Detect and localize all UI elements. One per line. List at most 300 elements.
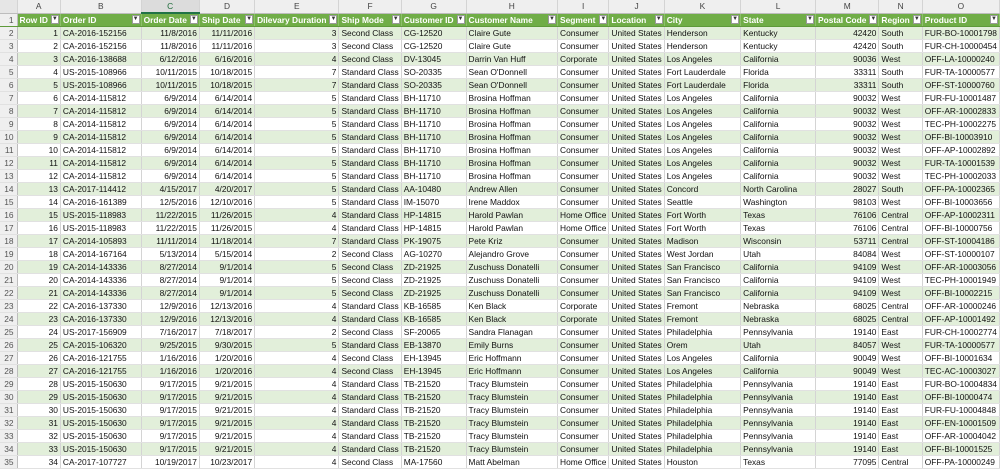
cell[interactable]: Darrin Van Huff [466,53,557,66]
cell[interactable]: CA-2014-143336 [60,261,141,274]
cell[interactable]: United States [609,378,664,391]
cell[interactable]: West [879,339,922,352]
cell[interactable]: SO-20335 [401,66,466,79]
cell[interactable]: 10/19/2017 [141,456,199,469]
cell[interactable]: United States [609,183,664,196]
cell[interactable]: Consumer [558,196,609,209]
cell[interactable]: CA-2016-161389 [60,196,141,209]
cell[interactable]: 94109 [816,287,879,300]
cell[interactable]: 11/11/2016 [199,27,254,40]
cell[interactable]: 9/21/2015 [199,417,254,430]
cell[interactable]: Consumer [558,66,609,79]
cell[interactable]: 11/22/2015 [141,222,199,235]
column-header-l[interactable]: L [741,0,816,13]
cell[interactable]: Concord [664,183,740,196]
cell[interactable]: OFF-BI-10000756 [922,222,999,235]
cell[interactable]: 5 [255,274,339,287]
header-cell[interactable] [664,13,740,27]
row-number[interactable]: 23 [0,300,17,313]
cell[interactable]: Matt Abelman [466,456,557,469]
cell[interactable]: 8/27/2014 [141,287,199,300]
cell[interactable]: United States [609,27,664,40]
cell[interactable]: Standard Class [339,235,401,248]
cell[interactable]: 11/8/2016 [141,27,199,40]
cell[interactable]: US-2015-108966 [60,79,141,92]
cell[interactable]: Nebraska [741,300,816,313]
cell[interactable]: 23 [17,313,60,326]
cell[interactable]: 21 [17,287,60,300]
cell[interactable]: CA-2017-107727 [60,456,141,469]
cell[interactable]: Los Angeles [664,118,740,131]
cell[interactable]: Madison [664,235,740,248]
cell[interactable]: 5 [255,170,339,183]
cell[interactable]: Consumer [558,27,609,40]
cell[interactable]: United States [609,339,664,352]
cell[interactable]: Consumer [558,287,609,300]
cell[interactable]: Second Class [339,287,401,300]
cell[interactable]: FUR-FU-10001487 [922,92,999,105]
cell[interactable]: 90032 [816,92,879,105]
cell[interactable]: California [741,92,816,105]
row-number[interactable]: 20 [0,261,17,274]
cell[interactable]: CA-2014-105893 [60,235,141,248]
cell[interactable]: Home Office [558,222,609,235]
cell[interactable]: 11/26/2015 [199,222,254,235]
cell[interactable]: Ken Black [466,313,557,326]
cell[interactable]: 9/21/2015 [199,443,254,456]
header-cell[interactable] [558,13,609,27]
dropdown-arrow-icon[interactable]: ▼ [457,15,464,22]
cell[interactable]: 6/9/2014 [141,170,199,183]
cell[interactable]: West [879,157,922,170]
cell[interactable]: Texas [741,209,816,222]
cell[interactable]: 27 [17,365,60,378]
row-number[interactable]: 21 [0,274,17,287]
cell[interactable]: 28 [17,378,60,391]
cell[interactable]: 12 [17,170,60,183]
cell[interactable]: EB-13870 [401,339,466,352]
cell[interactable]: 4 [255,313,339,326]
cell[interactable]: Claire Gute [466,40,557,53]
cell[interactable]: California [741,274,816,287]
cell[interactable]: Philadelphia [664,378,740,391]
cell[interactable]: 1/20/2016 [199,365,254,378]
row-number[interactable]: 19 [0,248,17,261]
cell[interactable]: Central [879,222,922,235]
cell[interactable]: 5/13/2014 [141,248,199,261]
cell[interactable]: Pete Kriz [466,235,557,248]
cell[interactable]: Philadelphia [664,417,740,430]
cell[interactable]: 4 [255,209,339,222]
row-number[interactable]: 3 [0,40,17,53]
cell[interactable]: Standard Class [339,209,401,222]
row-number[interactable]: 18 [0,235,17,248]
cell[interactable]: 12/10/2016 [199,196,254,209]
cell[interactable]: Corporate [558,53,609,66]
cell[interactable]: California [741,157,816,170]
dropdown-arrow-icon[interactable]: ▼ [913,15,920,22]
cell[interactable]: US-2015-150630 [60,391,141,404]
cell[interactable]: Brosina Hoffman [466,92,557,105]
cell[interactable]: Alejandro Grove [466,248,557,261]
cell[interactable]: FUR-TA-10001539 [922,157,999,170]
row-number[interactable]: 33 [0,430,17,443]
cell[interactable]: 29 [17,391,60,404]
dropdown-arrow-icon[interactable]: ▼ [549,15,555,22]
cell[interactable]: Standard Class [339,105,401,118]
cell[interactable]: OFF-AR-10002833 [922,105,999,118]
cell[interactable]: South [879,66,922,79]
cell[interactable]: Los Angeles [664,144,740,157]
cell[interactable]: Philadelphia [664,443,740,456]
cell[interactable]: Standard Class [339,339,401,352]
cell[interactable]: US-2015-150630 [60,417,141,430]
cell[interactable]: 84084 [816,248,879,261]
cell[interactable]: 11/26/2015 [199,209,254,222]
cell[interactable]: 2 [17,40,60,53]
cell[interactable]: West [879,287,922,300]
cell[interactable]: 9 [17,131,60,144]
cell[interactable]: CA-2016-152156 [60,40,141,53]
cell[interactable]: 4 [255,443,339,456]
cell[interactable]: Central [879,300,922,313]
cell[interactable]: Philadelphia [664,326,740,339]
cell[interactable]: TB-21520 [401,417,466,430]
cell[interactable]: Consumer [558,157,609,170]
cell[interactable]: United States [609,53,664,66]
cell[interactable]: 26 [17,352,60,365]
cell[interactable]: FUR-FU-10004848 [922,404,999,417]
cell[interactable]: 9/1/2014 [199,274,254,287]
cell[interactable]: United States [609,222,664,235]
cell[interactable]: HP-14815 [401,222,466,235]
cell[interactable]: 19140 [816,417,879,430]
cell[interactable]: California [741,365,816,378]
cell[interactable]: Second Class [339,274,401,287]
column-header-g[interactable]: G [401,0,466,13]
cell[interactable]: 6/14/2014 [199,131,254,144]
cell[interactable]: United States [609,118,664,131]
cell[interactable]: Tracy Blumstein [466,430,557,443]
cell[interactable]: Pennsylvania [741,443,816,456]
cell[interactable]: Fort Worth [664,222,740,235]
cell[interactable]: 9/21/2015 [199,378,254,391]
cell[interactable]: 42420 [816,40,879,53]
cell[interactable]: Philadelphia [664,430,740,443]
cell[interactable]: United States [609,170,664,183]
cell[interactable]: IM-15070 [401,196,466,209]
column-header-k[interactable]: K [664,0,740,13]
cell[interactable]: 9/17/2015 [141,391,199,404]
row-number[interactable]: 24 [0,313,17,326]
cell[interactable]: South [879,79,922,92]
cell[interactable]: 17 [17,235,60,248]
cell[interactable]: Consumer [558,430,609,443]
row-number[interactable]: 7 [0,92,17,105]
cell[interactable]: East [879,378,922,391]
dropdown-arrow-icon[interactable]: ▼ [600,15,607,22]
cell[interactable]: 8/27/2014 [141,261,199,274]
cell[interactable]: 3 [255,27,339,40]
row-number[interactable]: 34 [0,443,17,456]
column-header-h[interactable]: H [466,0,557,13]
column-header-d[interactable]: D [199,0,254,13]
cell[interactable]: 5 [255,261,339,274]
cell[interactable]: 4 [255,300,339,313]
cell[interactable]: CA-2016-137330 [60,313,141,326]
cell[interactable]: 19140 [816,326,879,339]
cell[interactable]: TEC-PH-10002033 [922,170,999,183]
cell[interactable]: Washington [741,196,816,209]
cell[interactable]: 10/11/2015 [141,66,199,79]
cell[interactable]: SO-20335 [401,79,466,92]
cell[interactable]: East [879,417,922,430]
cell[interactable]: OFF-PA-10002365 [922,183,999,196]
cell[interactable]: 32 [17,430,60,443]
cell[interactable]: Los Angeles [664,352,740,365]
cell[interactable]: 7/18/2017 [199,326,254,339]
cell[interactable]: 4 [255,417,339,430]
cell[interactable]: United States [609,105,664,118]
row-number[interactable]: 30 [0,391,17,404]
cell[interactable]: 2 [255,248,339,261]
cell[interactable]: 98103 [816,196,879,209]
cell[interactable]: 3 [17,53,60,66]
cell[interactable]: CA-2014-143336 [60,274,141,287]
cell[interactable]: 5 [17,79,60,92]
cell[interactable]: 6 [17,92,60,105]
row-number[interactable]: 10 [0,131,17,144]
header-cell[interactable] [609,13,664,27]
cell[interactable]: 33311 [816,79,879,92]
cell[interactable]: 28027 [816,183,879,196]
cell[interactable]: Consumer [558,183,609,196]
cell[interactable]: United States [609,443,664,456]
cell[interactable]: 4 [255,365,339,378]
cell[interactable]: Consumer [558,248,609,261]
cell[interactable]: Central [879,209,922,222]
cell[interactable]: OFF-AR-10000246 [922,300,999,313]
cell[interactable]: East [879,391,922,404]
cell[interactable]: BH-11710 [401,105,466,118]
cell[interactable]: 4/20/2017 [199,183,254,196]
cell[interactable]: 9/30/2015 [199,339,254,352]
cell[interactable]: West [879,144,922,157]
cell[interactable]: Florida [741,66,816,79]
cell[interactable]: 6/9/2014 [141,105,199,118]
cell[interactable]: 13 [17,183,60,196]
cell[interactable]: United States [609,287,664,300]
cell[interactable]: CG-12520 [401,40,466,53]
cell[interactable]: TEC-PH-10001949 [922,274,999,287]
cell[interactable]: Second Class [339,326,401,339]
cell[interactable]: 9/17/2015 [141,378,199,391]
cell[interactable]: 12/5/2016 [141,196,199,209]
cell[interactable]: 6/16/2016 [199,53,254,66]
cell[interactable]: Eric Hoffmann [466,365,557,378]
cell[interactable]: FUR-CH-10002774 [922,326,999,339]
dropdown-arrow-icon[interactable]: ▼ [991,15,997,22]
cell[interactable]: Standard Class [339,300,401,313]
cell[interactable]: Consumer [558,144,609,157]
cell[interactable]: 31 [17,417,60,430]
cell[interactable]: 22 [17,300,60,313]
cell[interactable]: Consumer [558,170,609,183]
cell[interactable]: Second Class [339,352,401,365]
cell[interactable]: 4 [255,222,339,235]
dropdown-arrow-icon[interactable]: ▼ [392,15,399,22]
cell[interactable]: Standard Class [339,378,401,391]
cell[interactable]: Consumer [558,274,609,287]
cell[interactable]: Brosina Hoffman [466,144,557,157]
select-all-corner[interactable] [0,0,17,13]
cell[interactable]: 9/17/2015 [141,430,199,443]
cell[interactable]: 5 [255,105,339,118]
cell[interactable]: 12/9/2016 [141,313,199,326]
header-cell[interactable] [879,13,922,27]
cell[interactable]: United States [609,352,664,365]
cell[interactable]: 77095 [816,456,879,469]
cell[interactable]: United States [609,248,664,261]
cell[interactable]: Zuschuss Donatelli [466,274,557,287]
cell[interactable]: OFF-ST-10004186 [922,235,999,248]
cell[interactable]: United States [609,391,664,404]
row-number[interactable]: 16 [0,209,17,222]
cell[interactable]: San Francisco [664,261,740,274]
cell[interactable]: Los Angeles [664,157,740,170]
row-number[interactable]: 5 [0,66,17,79]
cell[interactable]: United States [609,66,664,79]
cell[interactable]: 5 [255,183,339,196]
cell[interactable]: US-2015-118983 [60,222,141,235]
cell[interactable]: 6/14/2014 [199,157,254,170]
cell[interactable]: Consumer [558,404,609,417]
cell[interactable]: Seattle [664,196,740,209]
cell[interactable]: California [741,287,816,300]
cell[interactable]: 10/11/2015 [141,79,199,92]
cell[interactable]: Consumer [558,339,609,352]
cell[interactable]: United States [609,40,664,53]
cell[interactable]: OFF-BI-10002215 [922,287,999,300]
cell[interactable]: US-2015-150630 [60,404,141,417]
cell[interactable]: OFF-LA-10000240 [922,53,999,66]
cell[interactable]: Standard Class [339,170,401,183]
cell[interactable]: OFF-BI-10003656 [922,196,999,209]
cell[interactable]: San Francisco [664,274,740,287]
cell[interactable]: 94109 [816,261,879,274]
cell[interactable]: West [879,105,922,118]
cell[interactable]: Brosina Hoffman [466,105,557,118]
cell[interactable]: Los Angeles [664,170,740,183]
cell[interactable]: East [879,404,922,417]
cell[interactable]: United States [609,79,664,92]
cell[interactable]: 24 [17,326,60,339]
cell[interactable]: Second Class [339,248,401,261]
cell[interactable]: United States [609,261,664,274]
cell[interactable]: AG-10270 [401,248,466,261]
cell[interactable]: ZD-21925 [401,287,466,300]
header-cell[interactable] [741,13,816,27]
cell[interactable]: West [879,131,922,144]
cell[interactable]: Texas [741,456,816,469]
cell[interactable]: 15 [17,209,60,222]
row-number[interactable]: 35 [0,456,17,469]
cell[interactable]: 4/15/2017 [141,183,199,196]
cell[interactable]: DV-13045 [401,53,466,66]
cell[interactable]: Nebraska [741,313,816,326]
row-number[interactable]: 26 [0,339,17,352]
cell[interactable]: Second Class [339,27,401,40]
cell[interactable]: 19140 [816,391,879,404]
cell[interactable]: West [879,92,922,105]
cell[interactable]: West [879,170,922,183]
cell[interactable]: CA-2016-152156 [60,27,141,40]
cell[interactable]: South [879,27,922,40]
cell[interactable]: Fremont [664,300,740,313]
row-number[interactable]: 2 [0,27,17,40]
cell[interactable]: Consumer [558,326,609,339]
cell[interactable]: United States [609,326,664,339]
cell[interactable]: 11/18/2014 [199,235,254,248]
cell[interactable]: 94109 [816,274,879,287]
cell[interactable]: 7 [17,105,60,118]
cell[interactable]: 10/18/2015 [199,79,254,92]
cell[interactable]: 68025 [816,313,879,326]
row-number[interactable]: 4 [0,53,17,66]
cell[interactable]: 6/14/2014 [199,92,254,105]
cell[interactable]: Consumer [558,235,609,248]
column-header-j[interactable]: J [609,0,664,13]
cell[interactable]: Houston [664,456,740,469]
cell[interactable]: Central [879,235,922,248]
cell[interactable]: 19 [17,261,60,274]
cell[interactable]: TB-21520 [401,404,466,417]
dropdown-arrow-icon[interactable]: ▼ [330,15,337,22]
cell[interactable]: 19140 [816,378,879,391]
cell[interactable]: 5 [255,131,339,144]
row-number[interactable]: 29 [0,378,17,391]
cell[interactable]: United States [609,209,664,222]
cell[interactable]: 84057 [816,339,879,352]
cell[interactable]: Tracy Blumstein [466,378,557,391]
cell[interactable]: 18 [17,248,60,261]
cell[interactable]: OFF-BI-10000474 [922,391,999,404]
cell[interactable]: United States [609,456,664,469]
cell[interactable]: SF-20065 [401,326,466,339]
cell[interactable]: OFF-BI-10003910 [922,131,999,144]
cell[interactable]: United States [609,313,664,326]
cell[interactable]: 9/17/2015 [141,404,199,417]
cell[interactable]: 4 [255,378,339,391]
cell[interactable]: 9/25/2015 [141,339,199,352]
cell[interactable]: BH-11710 [401,144,466,157]
column-header-n[interactable]: N [879,0,922,13]
cell[interactable]: 8 [17,118,60,131]
cell[interactable]: United States [609,430,664,443]
cell[interactable]: Fort Lauderdale [664,79,740,92]
cell[interactable]: California [741,131,816,144]
cell[interactable]: Standard Class [339,222,401,235]
cell[interactable]: San Francisco [664,287,740,300]
row-number[interactable]: 15 [0,196,17,209]
row-number[interactable]: 1 [0,13,17,27]
cell[interactable]: Standard Class [339,183,401,196]
cell[interactable]: BH-11710 [401,131,466,144]
cell[interactable]: Philadelphia [664,391,740,404]
cell[interactable]: 10/23/2017 [199,456,254,469]
cell[interactable]: AA-10480 [401,183,466,196]
cell[interactable]: Henderson [664,27,740,40]
